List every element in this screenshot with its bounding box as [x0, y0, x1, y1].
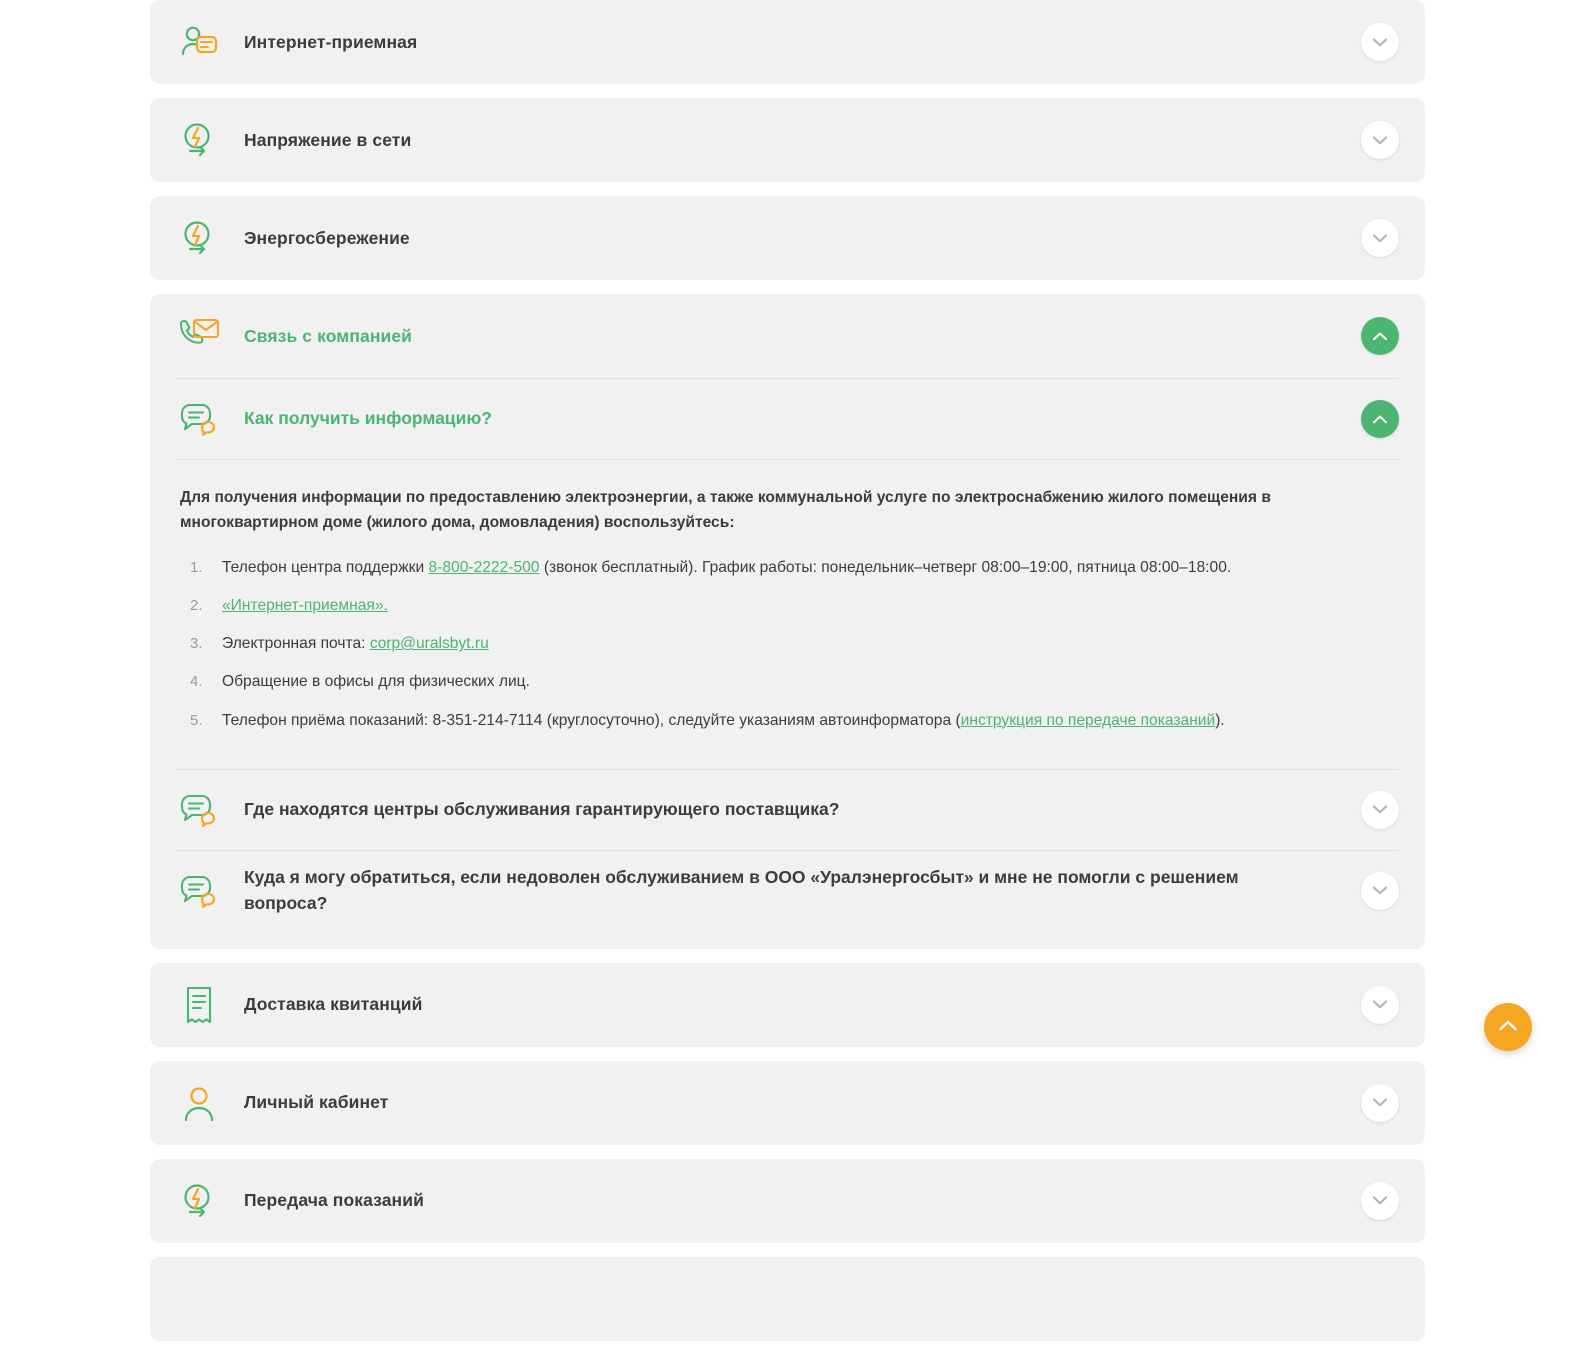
accordion-header[interactable] — [176, 1159, 1399, 1243]
list-item — [222, 632, 1395, 656]
accordion-header[interactable] — [176, 98, 1399, 182]
accordion-panel-personal-account[interactable] — [150, 1061, 1425, 1145]
faq-lead-text: Для получения информации по предоставлению электроэнергии, а также коммунальной услуге по электроснабжению жилого помещения в многоквартирном доме (жилого дома, домовладения) воспользуйтесь: — [180, 489, 1271, 531]
accordion-panel-meter-readings[interactable] — [150, 1159, 1425, 1243]
faq-info-list — [180, 556, 1395, 733]
chat-bubble-icon — [176, 396, 222, 442]
page-container — [20, 0, 1558, 1366]
energy-meter-icon — [176, 117, 222, 163]
faq-item-how-to-get-info[interactable] — [176, 378, 1399, 769]
faq-item-body — [176, 459, 1399, 769]
email-link[interactable]: corp@uralsbyt.ru — [369, 635, 489, 653]
scroll-to-top-button[interactable] — [1484, 1003, 1532, 1051]
accordion-panel-company-contact[interactable] — [150, 294, 1425, 949]
chevron-up-icon — [1499, 1018, 1517, 1036]
chat-bubble-icon — [176, 787, 222, 833]
accordion-panel-receipt-delivery[interactable] — [150, 963, 1425, 1047]
chat-bubble-icon — [176, 868, 222, 914]
list-item — [222, 594, 1395, 618]
faq-accordion — [150, 0, 1425, 1355]
chevron-down-icon[interactable] — [1361, 219, 1399, 257]
accordion-header[interactable] — [176, 1061, 1399, 1145]
chevron-up-icon[interactable] — [1361, 317, 1399, 355]
accordion-title: Интернет-приемная — [244, 31, 418, 52]
accordion-title: Передача показаний — [244, 1190, 424, 1211]
faq-item-service-centers-location[interactable] — [176, 769, 1399, 850]
faq-item-complaint-escalation[interactable] — [176, 850, 1399, 931]
accordion-header[interactable] — [176, 0, 1399, 84]
faq-item-header[interactable] — [176, 379, 1399, 459]
list-item — [222, 556, 1395, 580]
list-item-text-part: Телефон центра поддержки — [222, 558, 429, 576]
faq-item-header[interactable] — [176, 851, 1399, 931]
receipt-icon — [176, 982, 222, 1028]
chevron-down-icon[interactable] — [1361, 121, 1399, 159]
accordion-title: Доставка квитанций — [244, 994, 423, 1015]
readings-instruction-link[interactable]: инструкция по передаче показаний — [960, 711, 1216, 729]
envelope-phone-icon — [176, 313, 222, 359]
faq-item-title: Как получить информацию? — [244, 408, 492, 429]
chevron-down-icon[interactable] — [1361, 872, 1399, 910]
chevron-down-icon[interactable] — [1361, 1084, 1399, 1122]
accordion-panel-energy-saving[interactable] — [150, 196, 1425, 280]
accordion-header[interactable] — [176, 196, 1399, 280]
accordion-header[interactable] — [176, 963, 1399, 1047]
accordion-header[interactable] — [176, 294, 1399, 378]
faq-item-header[interactable] — [176, 770, 1399, 850]
chevron-down-icon[interactable] — [1361, 1182, 1399, 1220]
list-item-text-part: Телефон приёма показаний: 8-351-214-7114 (круглосуточно), следуйте указаниям автоинформатора ( — [222, 711, 961, 729]
accordion-panel-internet-reception[interactable] — [150, 0, 1425, 84]
accordion-title: Энергосбережение — [244, 227, 410, 248]
list-item-text-part: Электронная почта: — [222, 635, 370, 653]
accordion-header[interactable] — [176, 1257, 1399, 1341]
user-message-icon — [176, 19, 222, 65]
list-item-text-part: (звонок бесплатный). График работы: понедельник–четверг 08:00–19:00, пятница 08:00–18:00. — [539, 558, 1232, 576]
chevron-down-icon[interactable] — [1361, 986, 1399, 1024]
accordion-title: Личный кабинет — [244, 1092, 389, 1113]
person-icon — [176, 1080, 222, 1126]
accordion-panel-voltage[interactable] — [150, 98, 1425, 182]
internet-reception-link[interactable]: «Интернет-приемная». — [222, 597, 388, 615]
list-item — [222, 709, 1395, 733]
chevron-down-icon[interactable] — [1361, 23, 1399, 61]
faq-item-title: Где находятся центры обслуживания гарантирующего поставщика? — [244, 798, 840, 819]
energy-meter-icon — [176, 215, 222, 261]
support-phone-link[interactable]: 8-800-2222-500 — [428, 558, 540, 576]
chevron-down-icon[interactable] — [1361, 791, 1399, 829]
list-item-text-part: ). — [1215, 711, 1225, 729]
chevron-up-icon[interactable] — [1361, 400, 1399, 438]
list-item — [222, 670, 1395, 694]
accordion-title: Напряжение в сети — [244, 129, 412, 150]
accordion-panel-next[interactable] — [150, 1257, 1425, 1341]
list-item-text-part: Обращение в офисы для физических лиц. — [222, 673, 530, 691]
faq-item-title: Куда я могу обратиться, если недоволен обслуживанием в ООО «Уралэнергосбыт» и мне не помогли с решением вопроса? — [244, 867, 1239, 913]
energy-meter-icon — [176, 1178, 222, 1224]
accordion-title: Связь с компанией — [244, 325, 413, 346]
